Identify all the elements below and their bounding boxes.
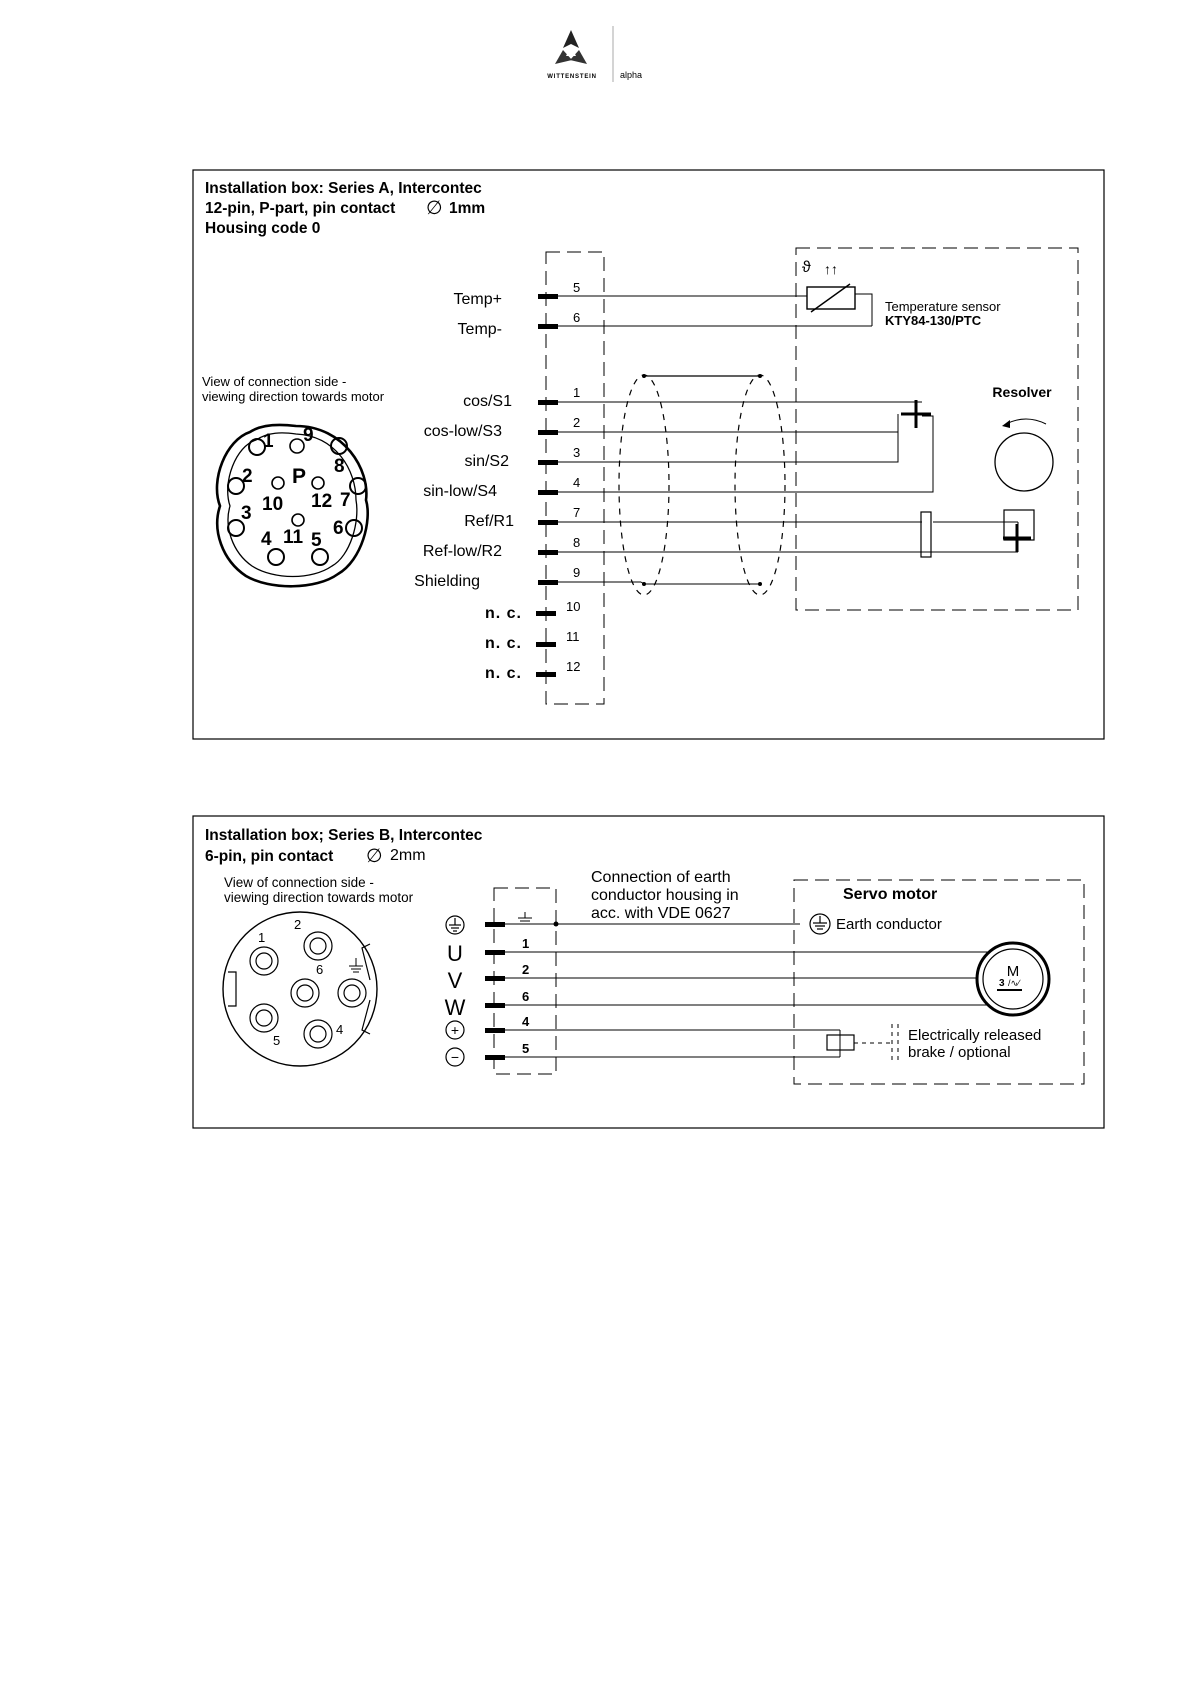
- earth-note-2: conductor housing in: [591, 887, 739, 904]
- pin-number: 6: [573, 310, 581, 325]
- svg-text:ϑ: ϑ: [802, 259, 811, 276]
- phase-label: W: [444, 995, 466, 1020]
- face-pin-label: 5: [311, 530, 322, 551]
- earth-note-3: acc. with VDE 0627: [591, 905, 731, 922]
- diagram-a-title-2: 12-pin, P-part, pin contact: [205, 200, 396, 217]
- earth-conductor-label: Earth conductor: [836, 916, 942, 933]
- phase-pin-number: 1: [522, 936, 530, 951]
- resolver-ref-plus-icon: [1003, 524, 1031, 552]
- pin-label: n. c.: [484, 635, 522, 652]
- pin-row: [423, 535, 580, 560]
- signal-wires: [558, 402, 1018, 582]
- face-pin-label: 4: [261, 529, 272, 550]
- diagram-b-title-1: Installation box; Series B, Intercontec: [205, 827, 483, 844]
- pin-label: cos/S1: [463, 393, 512, 410]
- diagram-a-diameter-value: 1mm: [449, 200, 486, 217]
- pin-label: cos-low/S3: [423, 423, 502, 440]
- diagram-b-view-2: viewing direction towards motor: [224, 890, 414, 905]
- earth-symbol-icon: [446, 916, 464, 934]
- svg-text:↑↑: ↑↑: [824, 261, 838, 277]
- resolver-ref-box: [1004, 510, 1034, 540]
- resolver-rotation-arrow: [1006, 419, 1046, 424]
- pin-number: 4: [573, 475, 581, 490]
- pin-row: [485, 659, 580, 682]
- motor-sub: 3: [999, 978, 1005, 989]
- brake-row-minus: [446, 1041, 840, 1066]
- pin-row: [414, 565, 580, 590]
- face-pin-label: 6: [333, 518, 344, 539]
- face-pin-label: 3: [241, 503, 252, 524]
- diagram-a-title-1: Installation box: Series A, Intercontec: [205, 180, 482, 197]
- pin-number: 1: [573, 385, 581, 400]
- pin-label: n. c.: [484, 665, 522, 682]
- phase-label: V: [447, 968, 463, 993]
- diagram-b-diameter-value: 2mm: [390, 847, 426, 864]
- diagram-b-view-1: View of connection side -: [224, 875, 374, 890]
- terminal-earth-icon: [518, 912, 532, 924]
- face-b-pin-label: 1: [258, 930, 266, 945]
- connector-face-6pin: [223, 912, 377, 1066]
- pin-number: 8: [573, 535, 581, 550]
- pin-label: sin-low/S4: [423, 483, 497, 500]
- face-b-pin-label: 4: [336, 1022, 344, 1037]
- brake-sign: −: [450, 1049, 460, 1065]
- diagram-series-a: [193, 170, 1104, 739]
- pin-number: 2: [573, 415, 581, 430]
- diagram-a-diameter-symbol: ∅: [426, 198, 443, 219]
- face-pin-label: 8: [334, 456, 345, 477]
- pin-row: [423, 475, 580, 500]
- diagram-series-b: [193, 816, 1104, 1128]
- brake-label-1: Electrically released: [908, 1027, 1042, 1044]
- resolver-label: Resolver: [992, 384, 1052, 400]
- brake-link-dashed: [854, 1024, 898, 1064]
- resolver-plus-icon: [901, 400, 931, 428]
- phase-label: U: [447, 941, 463, 966]
- servo-motor-label: Servo motor: [843, 886, 938, 903]
- brake-label-2: brake / optional: [908, 1044, 1011, 1061]
- resolver-rotor-icon: [995, 433, 1053, 491]
- temperature-sensor-icon: [802, 259, 838, 277]
- logo-sub: alpha: [620, 70, 643, 80]
- pin-number: 3: [573, 445, 581, 460]
- face-pin-label: 1: [263, 431, 274, 452]
- phase-pin-number: 2: [522, 962, 530, 977]
- motor-letter: M: [1006, 963, 1020, 980]
- pin-number: 11: [566, 629, 580, 644]
- pin-row: [463, 385, 580, 410]
- pin-row: [424, 415, 580, 440]
- pin-number: 9: [573, 565, 581, 580]
- brake-row-plus: [446, 1014, 840, 1039]
- pin-label: n. c.: [484, 605, 522, 622]
- brake-pin-number: 5: [522, 1041, 530, 1056]
- phase-pin-number: 6: [522, 989, 530, 1004]
- face-center-label: P: [292, 465, 307, 488]
- pin-number: 7: [573, 505, 581, 520]
- face-b-pin-label: 5: [273, 1033, 281, 1048]
- pin-row: [464, 505, 580, 530]
- pin-row: [485, 629, 580, 652]
- sensor-label-1: Temperature sensor: [885, 299, 1001, 314]
- motor-symbol: [977, 943, 1049, 1015]
- pin-number: 12: [566, 659, 581, 674]
- pin-label: Temp-: [457, 321, 502, 338]
- pin-row: [465, 445, 581, 470]
- diagram-a-view-2: viewing direction towards motor: [202, 389, 385, 404]
- brake-pin-number: 4: [522, 1014, 530, 1029]
- earth-note-1: Connection of earth: [591, 869, 731, 886]
- face-pin-label: 12: [311, 491, 333, 512]
- cable-shield: [619, 375, 785, 595]
- face-pin-label: 2: [242, 466, 253, 487]
- motor-ac-icon: /∿∕: [1008, 978, 1020, 988]
- pin-label: Ref/R1: [464, 513, 514, 530]
- face-b-pin-label: 6: [316, 962, 324, 977]
- diagram-a-title-3: Housing code 0: [205, 220, 321, 237]
- temp-wires: [558, 284, 872, 326]
- pin-row: [485, 599, 580, 622]
- sensor-label-2: KTY84-130/PTC: [885, 313, 982, 328]
- logo-brand: WITTENSTEIN: [547, 74, 597, 80]
- face-b-pin-label: 2: [294, 917, 302, 932]
- diagram-b-title-2: 6-pin, pin contact: [205, 848, 334, 865]
- pin-label: sin/S2: [464, 453, 509, 470]
- face-earth-icon: [349, 958, 363, 972]
- wittenstein-logo: [547, 26, 642, 82]
- pin-row: [454, 280, 581, 308]
- pin-label: Temp+: [453, 291, 502, 308]
- pin-number: 10: [566, 599, 581, 614]
- earth-conductor-icon: [810, 914, 830, 934]
- brake-sign: +: [450, 1022, 460, 1038]
- face-pin-label: 7: [340, 490, 351, 511]
- face-pin-label: 9: [303, 425, 314, 446]
- pin-label: Ref-low/R2: [422, 543, 502, 560]
- diagram-a-view-1: View of connection side -: [202, 374, 347, 389]
- pin-label: Shielding: [414, 573, 480, 590]
- diagram-b-diameter-symbol: ∅: [366, 846, 383, 867]
- pin-number: 5: [573, 280, 581, 295]
- diagram-a-frame: [193, 170, 1104, 739]
- pin-row: [458, 310, 581, 338]
- face-pin-label: 10: [262, 494, 284, 515]
- connector-face-12pin: [217, 425, 368, 586]
- face-pin-label: 11: [283, 527, 304, 548]
